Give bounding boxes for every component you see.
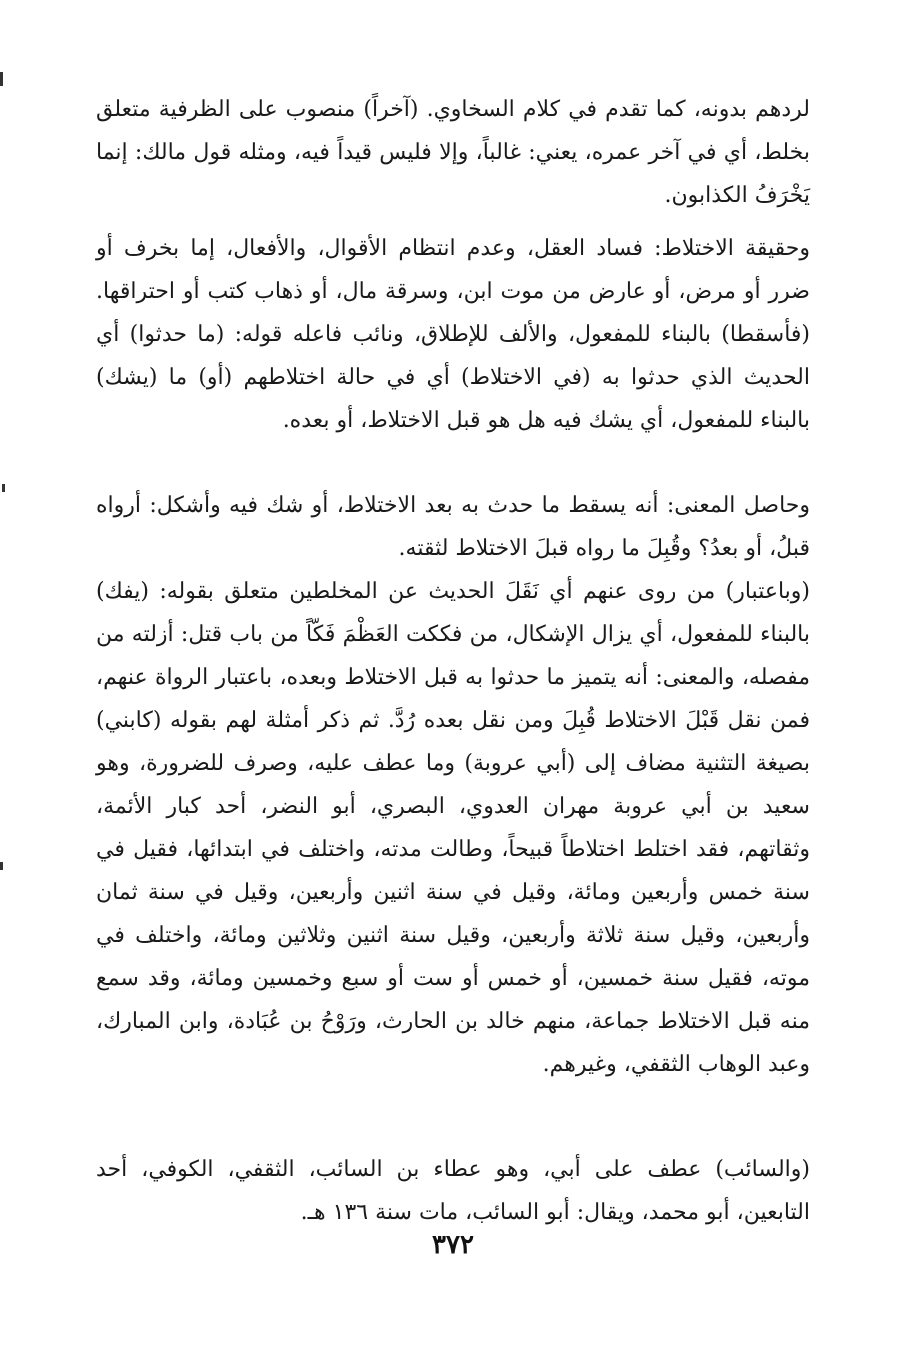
scan-edge-mark	[0, 72, 3, 86]
paragraph-1	[96, 88, 810, 217]
paragraph-4	[96, 570, 810, 1086]
paragraph-2	[96, 227, 810, 442]
paragraph-3	[96, 484, 810, 570]
paragraph-text: (وباعتبار) من روى عنهم أي نَقَلَ الحديث عن المخلطين متعلق بقوله: (يفك) بالبناء للمفعول، أي يزال الإشكال، من فككت العَظْمَ فَكّاً من باب قتل: أزلته من مفصله، والمعنى: أنه يتميز ما حدثوا به قبل الاختلاط وبعده، باعتبار الرواة عنهم، فمن نقل قَبْلَ الاختلاط قُبِلَ ومن نقل بعده رُدَّ. ثم ذكر أمثلة لهم بقوله (كابني) بصيغة التثنية مضاف إلى (أبي عروبة) وما عطف عليه، وصرف للضرورة، وهو سعيد بن أبي عروبة مهران العدوي، البصري، أبو النضر، أحد كبار الأئمة، وثقاتهم، فقد اختلط اختلاطاً قبيحاً، وطالت مدته، واختلف في ابتدائها، فقيل في سنة خمس وأربعين ومائة، وقيل في سنة اثنين وأربعين، وقيل في سنة ثمان وأربعين، وقيل سنة ثلاثة وأربعين، وقيل سنة اثنين وثلاثين ومائة، واختلف في موته، فقيل سنة خمسين، أو خمس أو ست أو سبع وخمسين ومائة، وقد سمع منه قبل الاختلاط جماعة، منهم خالد بن الحارث، ورَوْحُ بن عُبَادة، وابن المبارك، وعبد الوهاب الثقفي، وغيرهم.	[96, 579, 810, 1077]
paragraph-text: وحاصل المعنى: أنه يسقط ما حدث به بعد الاختلاط، أو شك فيه وأشكل: أرواه قبلُ، أو بعدُ؟ وقُبِلَ ما رواه قبلَ الاختلاط لثقته.	[96, 493, 810, 561]
paragraph-text: وحقيقة الاختلاط: فساد العقل، وعدم انتظام الأقوال، والأفعال، إما بخرف أو ضرر أو مرض، أو عارض من موت ابن، وسرقة مال، أو ذهاب كتب أو احتراقها. (فأسقطا) بالبناء للمفعول، والألف للإطلاق، ونائب فاعله قوله: (ما حدثوا) أي الحديث الذي حدثوا به (في الاختلاط) أي في حالة اختلاطهم (أو) ما (يشك) بالبناء للمفعول، أي يشك فيه هل هو قبل الاختلاط، أو بعده.	[96, 236, 810, 433]
page-number: ٣٧٢	[432, 1230, 474, 1260]
paragraph-text: (والسائب) عطف على أبي، وهو عطاء بن السائب، الثقفي، الكوفي، أحد التابعين، أبو محمد، ويقال: أبو السائب، مات سنة ١٣٦ هـ.	[96, 1157, 810, 1225]
paragraph-text: لردهم بدونه، كما تقدم في كلام السخاوي. (آخراً) منصوب على الظرفية متعلق بخلط، أي في آخر عمره، يعني: غالباً، وإلا فليس قيداً فيه، ومثله قول مالك: إنما يَخْرَفُ الكذابون.	[96, 97, 810, 208]
paragraph-5	[96, 1148, 810, 1234]
scan-edge-mark	[2, 484, 5, 492]
scan-edge-mark	[0, 862, 3, 870]
